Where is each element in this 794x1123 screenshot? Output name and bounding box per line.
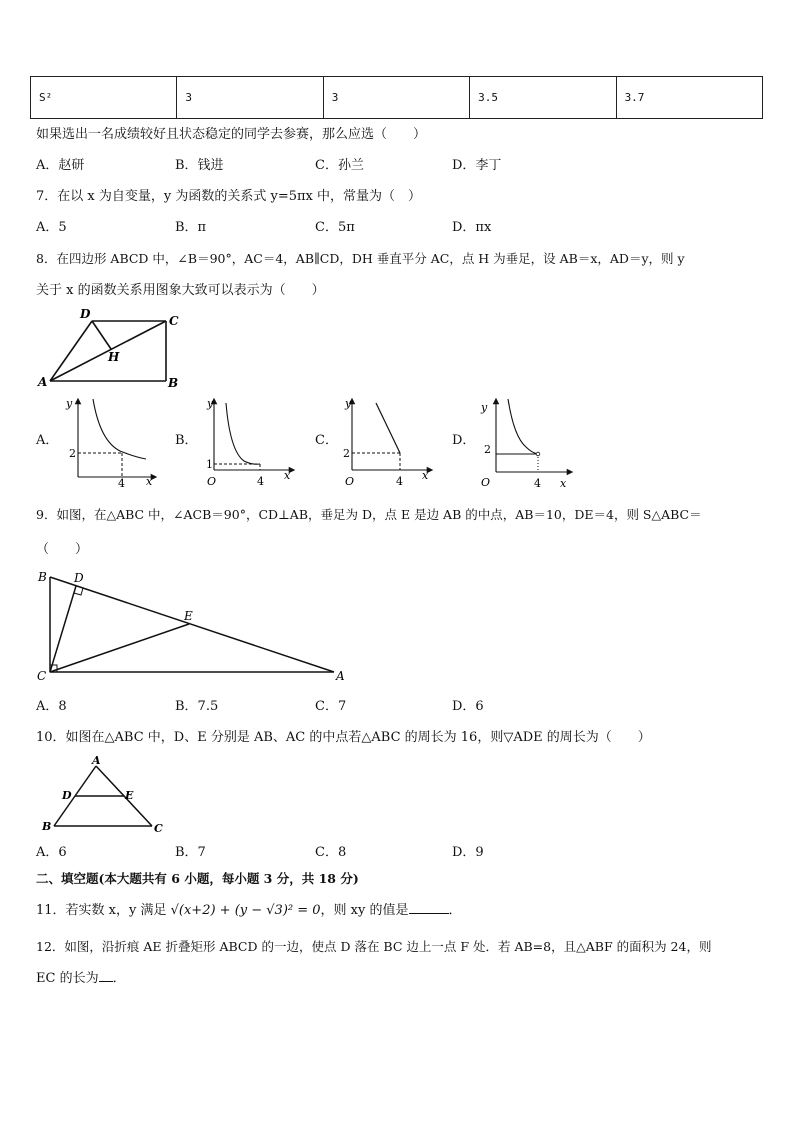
label-a: A xyxy=(92,754,101,767)
origin-label: O xyxy=(481,476,491,489)
y-tick: 2 xyxy=(343,447,350,460)
label-b: B xyxy=(42,820,52,833)
axis-x-label: x xyxy=(146,475,153,488)
q8-stem-line1: 8．在四边形 ABCD 中，∠B＝90°，AC＝4，AB∥CD，DH 垂直平分 AC，点 H 为垂足，设 AB＝x，AD＝y，则 y xyxy=(36,251,685,266)
q9-option-d[interactable]: D．6 xyxy=(452,699,484,714)
y-tick: 2 xyxy=(484,443,491,456)
q9-stem-line2: （ ） xyxy=(36,542,89,557)
label-e: E xyxy=(184,609,193,623)
q12-answer-blank[interactable] xyxy=(99,969,113,982)
label-a: A xyxy=(38,375,48,389)
q6-option-b[interactable]: B．钱进 xyxy=(175,158,224,173)
q8-quadrilateral-figure xyxy=(34,305,194,395)
table-cell: 3 xyxy=(177,77,323,119)
q8-option-c[interactable]: C． xyxy=(315,433,338,448)
q8-graph-c xyxy=(334,393,434,493)
label-c: C xyxy=(169,314,179,328)
q12-stem-end: ． xyxy=(112,971,126,986)
origin-label: O xyxy=(207,475,217,488)
q7-stem: 7．在以 x 为自变量，y 为函数的关系式 y=5πx 中，常量为（ ） xyxy=(36,189,421,204)
q8-option-d[interactable]: D． xyxy=(452,433,476,448)
q11-stem-pre: 11．若实数 x，y 满足 xyxy=(36,903,167,918)
q8-graph-a xyxy=(60,393,160,488)
q10-option-c[interactable]: C．8 xyxy=(315,845,347,860)
q12-stem-line1: 12．如图，沿折痕 AE 折叠矩形 ABCD 的一边，使点 D 落在 BC 边上一点 F 处．若 AB=8，且△ABF 的面积为 24，则 xyxy=(36,939,712,954)
label-d: D xyxy=(62,789,72,802)
label-b: B xyxy=(38,570,47,584)
axis-y-label: y xyxy=(66,397,73,410)
q8-graph-b xyxy=(196,393,296,493)
table-row xyxy=(31,77,763,119)
axis-y-label: y xyxy=(481,401,488,414)
q9-option-b[interactable]: B．7.5 xyxy=(175,699,219,714)
q7-option-a[interactable]: A．5 xyxy=(36,220,67,235)
label-d: D xyxy=(80,307,91,321)
q8-option-b[interactable]: B． xyxy=(175,433,198,448)
q7-option-b[interactable]: B．π xyxy=(175,220,207,235)
q8-graph-d xyxy=(474,393,584,493)
axis-x-label: x xyxy=(284,469,291,482)
q10-option-a[interactable]: A．6 xyxy=(36,845,67,860)
q10-triangle-figure xyxy=(34,752,174,836)
q9-triangle-figure xyxy=(34,567,354,687)
label-b: B xyxy=(168,376,179,390)
label-c: C xyxy=(154,822,163,835)
q12-stem-pre: EC 的长为 xyxy=(36,971,99,986)
q10-option-d[interactable]: D．9 xyxy=(452,845,484,860)
axis-x-label: x xyxy=(560,477,567,490)
q6-option-d[interactable]: D．李丁 xyxy=(452,158,502,173)
variance-table xyxy=(30,76,763,119)
origin-label: O xyxy=(345,475,355,488)
label-e: E xyxy=(125,789,134,802)
q7-option-d[interactable]: D．πx xyxy=(452,220,492,235)
q11-stem-post: ，则 xy 的值是 xyxy=(320,903,409,918)
q9-option-a[interactable]: A．8 xyxy=(36,699,67,714)
q8-stem-line2: 关于 x 的函数关系用图象大致可以表示为（ ） xyxy=(36,283,325,298)
axis-y-label: y xyxy=(207,397,214,410)
q11-stem xyxy=(36,901,462,920)
q6-option-c[interactable]: C．孙兰 xyxy=(315,158,364,173)
label-h: H xyxy=(108,350,120,364)
axis-y-label: y xyxy=(345,397,352,410)
x-tick: 4 xyxy=(396,475,403,488)
q10-option-b[interactable]: B．7 xyxy=(175,845,206,860)
y-tick: 2 xyxy=(69,447,76,460)
q11-formula: √(x+2) + (y − √3)² = 0 xyxy=(170,903,321,918)
q12-stem-line2 xyxy=(36,969,126,988)
q6-stem: 如果选出一名成绩较好且状态稳定的同学去参赛，那么应选（ ） xyxy=(36,127,427,142)
table-cell: 3.7 xyxy=(616,77,762,119)
x-tick: 4 xyxy=(257,475,264,488)
label-c: C xyxy=(37,669,47,683)
x-tick: 4 xyxy=(118,477,125,488)
q9-option-c[interactable]: C．7 xyxy=(315,699,347,714)
q11-stem-end: ． xyxy=(448,903,462,918)
q10-stem: 10．如图在△ABC 中，D、E 分别是 AB、AC 的中点若△ABC 的周长为 16，则▽ADE 的周长为（ ） xyxy=(36,730,651,745)
label-d: D xyxy=(74,571,84,585)
y-tick: 1 xyxy=(206,458,213,471)
table-cell: 3 xyxy=(323,77,469,119)
q11-answer-blank[interactable] xyxy=(409,901,449,914)
table-cell: 3.5 xyxy=(470,77,616,119)
q9-stem-line1: 9．如图，在△ABC 中，∠ACB＝90°，CD⊥AB，垂足为 D，点 E 是边 AB 的中点，AB＝10，DE＝4，则 S△ABC＝ xyxy=(36,507,702,522)
q7-option-c[interactable]: C．5π xyxy=(315,220,355,235)
q8-option-a[interactable]: A． xyxy=(36,433,59,448)
section-title: 二、填空题(本大题共有 6 小题，每小题 3 分，共 18 分) xyxy=(36,871,359,886)
q6-option-a[interactable]: A．赵研 xyxy=(36,158,85,173)
axis-x-label: x xyxy=(422,469,429,482)
table-cell: S² xyxy=(31,77,177,119)
label-a: A xyxy=(336,669,345,683)
x-tick: 4 xyxy=(534,477,541,490)
